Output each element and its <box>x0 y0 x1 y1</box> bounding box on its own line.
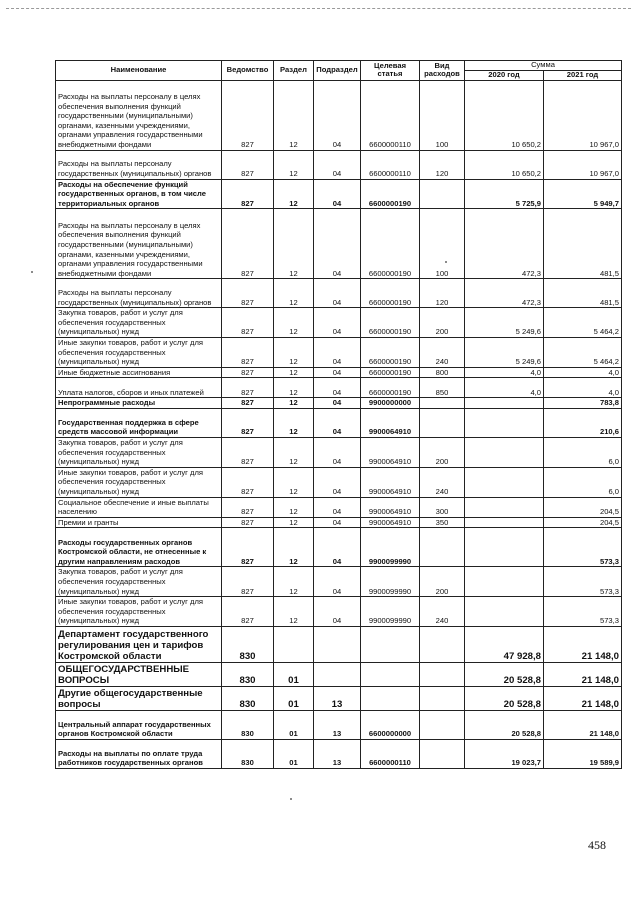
cell-razdel: 12 <box>274 597 314 627</box>
cell-vid-rashodov <box>420 686 465 710</box>
cell-sum-2021: 204,5 <box>544 497 622 517</box>
cell-name: Расходы на выплаты персоналу в целях обеспечения выполнения функций государственными (муниципальными) органами, казенными учреждениями, органами управления государственными внебюджетными фондами <box>56 209 222 279</box>
cell-celevaya-statya: 9900064910 <box>361 409 420 438</box>
cell-vid-rashodov <box>420 398 465 409</box>
cell-vid-rashodov: 350 <box>420 517 465 528</box>
cell-name: Иные закупки товаров, работ и услуг для обеспечения государственных (муниципальных) нужд <box>56 467 222 497</box>
cell-celevaya-statya: 9900099990 <box>361 567 420 597</box>
cell-podrazdel <box>314 662 361 686</box>
table-body <box>56 80 622 768</box>
cell-sum-2021: 573,3 <box>544 597 622 627</box>
cell-celevaya-statya <box>361 686 420 710</box>
cell-sum-2020: 472,3 <box>465 209 544 279</box>
cell-celevaya-statya <box>361 662 420 686</box>
cell-vedomstvo: 827 <box>222 438 274 468</box>
cell-name: Расходы на выплаты персоналу государственных (муниципальных) органов <box>56 150 222 179</box>
cell-sum-2021: 5 464,2 <box>544 308 622 338</box>
scan-speck <box>290 798 292 800</box>
cell-razdel: 12 <box>274 279 314 308</box>
cell-celevaya-statya <box>361 626 420 662</box>
table-row <box>56 739 622 768</box>
cell-vedomstvo: 827 <box>222 567 274 597</box>
cell-vedomstvo: 827 <box>222 209 274 279</box>
cell-vedomstvo: 827 <box>222 517 274 528</box>
cell-vedomstvo: 830 <box>222 662 274 686</box>
cell-celevaya-statya: 6600000190 <box>361 179 420 209</box>
cell-sum-2020: 20 528,8 <box>465 686 544 710</box>
header-vedomstvo: Ведомство <box>222 61 274 81</box>
cell-sum-2020: 5 249,6 <box>465 308 544 338</box>
cell-vid-rashodov <box>420 409 465 438</box>
table-row <box>56 626 622 662</box>
cell-sum-2020: 5 249,6 <box>465 338 544 368</box>
cell-name: Расходы на выплаты персоналу государственных (муниципальных) органов <box>56 279 222 308</box>
cell-name: Закупка товаров, работ и услуг для обеспечения государственных (муниципальных) нужд <box>56 438 222 468</box>
cell-vid-rashodov <box>420 179 465 209</box>
cell-name: Иные бюджетные ассигнования <box>56 367 222 378</box>
table-row <box>56 367 622 378</box>
table-row <box>56 378 622 398</box>
cell-vedomstvo: 827 <box>222 497 274 517</box>
cell-podrazdel: 04 <box>314 398 361 409</box>
cell-vedomstvo: 827 <box>222 409 274 438</box>
cell-sum-2020 <box>465 497 544 517</box>
cell-sum-2020: 472,3 <box>465 279 544 308</box>
cell-vedomstvo: 830 <box>222 739 274 768</box>
table-row <box>56 567 622 597</box>
cell-vedomstvo: 830 <box>222 710 274 739</box>
cell-podrazdel: 04 <box>314 338 361 368</box>
cell-sum-2020: 47 928,8 <box>465 626 544 662</box>
cell-sum-2020: 5 725,9 <box>465 179 544 209</box>
cell-name: Закупка товаров, работ и услуг для обеспечения государственных (муниципальных) нужд <box>56 567 222 597</box>
cell-name: Расходы на выплаты персоналу в целях обеспечения выполнения функций государственными (муниципальными) органами, казенными учреждениями, органами управления государственными внебюджетными фондами <box>56 80 222 150</box>
cell-razdel: 12 <box>274 567 314 597</box>
cell-sum-2020 <box>465 467 544 497</box>
cell-podrazdel: 04 <box>314 567 361 597</box>
cell-sum-2021: 10 967,0 <box>544 80 622 150</box>
table-row <box>56 80 622 150</box>
cell-sum-2020 <box>465 398 544 409</box>
header-year-2020: 2020 год <box>465 70 544 80</box>
cell-vedomstvo: 827 <box>222 308 274 338</box>
cell-podrazdel: 04 <box>314 409 361 438</box>
cell-sum-2021: 21 148,0 <box>544 626 622 662</box>
cell-sum-2021: 210,6 <box>544 409 622 438</box>
cell-vedomstvo: 827 <box>222 597 274 627</box>
cell-name: Премии и гранты <box>56 517 222 528</box>
page-number: 458 <box>588 838 606 852</box>
table-row <box>56 686 622 710</box>
cell-vedomstvo: 827 <box>222 338 274 368</box>
cell-name: Уплата налогов, сборов и иных платежей <box>56 378 222 398</box>
cell-vedomstvo: 827 <box>222 150 274 179</box>
cell-razdel: 01 <box>274 739 314 768</box>
cell-vid-rashodov <box>420 710 465 739</box>
cell-razdel: 12 <box>274 209 314 279</box>
cell-vid-rashodov: 240 <box>420 597 465 627</box>
table-row <box>56 597 622 627</box>
cell-vid-rashodov: 240 <box>420 338 465 368</box>
cell-name: Центральный аппарат государственных органов Костромской области <box>56 710 222 739</box>
cell-vid-rashodov: 300 <box>420 497 465 517</box>
cell-vedomstvo: 827 <box>222 467 274 497</box>
table-row <box>56 528 622 567</box>
cell-vid-rashodov: 100 <box>420 209 465 279</box>
cell-celevaya-statya: 6600000110 <box>361 739 420 768</box>
cell-name: Иные закупки товаров, работ и услуг для обеспечения государственных (муниципальных) нужд <box>56 338 222 368</box>
cell-podrazdel: 04 <box>314 467 361 497</box>
cell-vedomstvo: 830 <box>222 686 274 710</box>
cell-podrazdel: 04 <box>314 597 361 627</box>
cell-razdel: 12 <box>274 338 314 368</box>
cell-sum-2020: 4,0 <box>465 378 544 398</box>
header-name: Наименование <box>56 61 222 81</box>
cell-razdel: 12 <box>274 409 314 438</box>
cell-podrazdel: 04 <box>314 378 361 398</box>
cell-name: ОБЩЕГОСУДАРСТВЕННЫЕ ВОПРОСЫ <box>56 662 222 686</box>
cell-podrazdel: 04 <box>314 517 361 528</box>
cell-razdel: 12 <box>274 467 314 497</box>
cell-sum-2021: 21 148,0 <box>544 686 622 710</box>
cell-sum-2021: 783,8 <box>544 398 622 409</box>
cell-name: Расходы на обеспечение функций государственных органов, в том числе территориальных органов <box>56 179 222 209</box>
cell-celevaya-statya: 9900064910 <box>361 438 420 468</box>
cell-podrazdel: 13 <box>314 739 361 768</box>
cell-vid-rashodov: 120 <box>420 150 465 179</box>
cell-celevaya-statya: 9900064910 <box>361 467 420 497</box>
cell-podrazdel: 04 <box>314 497 361 517</box>
cell-celevaya-statya: 9900064910 <box>361 497 420 517</box>
table-row <box>56 467 622 497</box>
cell-vedomstvo: 827 <box>222 80 274 150</box>
cell-name: Социальное обеспечение и иные выплаты населению <box>56 497 222 517</box>
cell-podrazdel: 04 <box>314 308 361 338</box>
cell-vid-rashodov: 240 <box>420 467 465 497</box>
cell-podrazdel: 04 <box>314 209 361 279</box>
cell-vid-rashodov: 200 <box>420 308 465 338</box>
cell-vedomstvo: 830 <box>222 626 274 662</box>
table-row <box>56 409 622 438</box>
cell-celevaya-statya: 6600000190 <box>361 209 420 279</box>
cell-vid-rashodov <box>420 626 465 662</box>
cell-name: Государственная поддержка в сфере средств массовой информации <box>56 409 222 438</box>
cell-sum-2020: 10 650,2 <box>465 150 544 179</box>
cell-sum-2021: 4,0 <box>544 378 622 398</box>
cell-name: Расходы на выплаты по оплате труда работников государственных органов <box>56 739 222 768</box>
cell-vedomstvo: 827 <box>222 279 274 308</box>
cell-vid-rashodov: 200 <box>420 438 465 468</box>
cell-razdel <box>274 626 314 662</box>
cell-podrazdel: 04 <box>314 279 361 308</box>
cell-vedomstvo: 827 <box>222 378 274 398</box>
cell-sum-2021: 5 949,7 <box>544 179 622 209</box>
cell-sum-2020 <box>465 567 544 597</box>
cell-celevaya-statya: 6600000190 <box>361 367 420 378</box>
table-row <box>56 497 622 517</box>
table-row <box>56 517 622 528</box>
cell-razdel: 12 <box>274 528 314 567</box>
cell-sum-2020: 4,0 <box>465 367 544 378</box>
table-row <box>56 209 622 279</box>
table-row <box>56 279 622 308</box>
table-row <box>56 662 622 686</box>
cell-vedomstvo: 827 <box>222 367 274 378</box>
cell-razdel: 12 <box>274 398 314 409</box>
cell-podrazdel: 04 <box>314 367 361 378</box>
cell-razdel: 12 <box>274 517 314 528</box>
cell-vid-rashodov <box>420 662 465 686</box>
cell-sum-2021: 10 967,0 <box>544 150 622 179</box>
cell-sum-2021: 573,3 <box>544 567 622 597</box>
cell-name: Иные закупки товаров, работ и услуг для обеспечения государственных (муниципальных) нужд <box>56 597 222 627</box>
cell-podrazdel: 04 <box>314 528 361 567</box>
cell-sum-2020: 10 650,2 <box>465 80 544 150</box>
cell-vedomstvo: 827 <box>222 179 274 209</box>
scan-speck <box>445 261 447 263</box>
cell-sum-2020 <box>465 528 544 567</box>
cell-podrazdel: 13 <box>314 686 361 710</box>
header-celevaya-statya: Целевая статья <box>361 61 420 81</box>
cell-celevaya-statya: 6600000190 <box>361 279 420 308</box>
cell-sum-2020 <box>465 438 544 468</box>
cell-sum-2021: 21 148,0 <box>544 710 622 739</box>
cell-razdel: 01 <box>274 662 314 686</box>
cell-sum-2021: 19 589,9 <box>544 739 622 768</box>
scan-speck <box>31 271 33 273</box>
cell-razdel: 01 <box>274 686 314 710</box>
cell-name: Другие общегосударственные вопросы <box>56 686 222 710</box>
cell-razdel: 12 <box>274 308 314 338</box>
header-razdel: Раздел <box>274 61 314 81</box>
cell-razdel: 12 <box>274 179 314 209</box>
cell-sum-2020 <box>465 597 544 627</box>
cell-celevaya-statya: 6600000110 <box>361 80 420 150</box>
table-row <box>56 179 622 209</box>
cell-name: Расходы государственных органов Костромской области, не отнесенные к другим направлениям расходов <box>56 528 222 567</box>
table-row <box>56 710 622 739</box>
cell-celevaya-statya: 9900000000 <box>361 398 420 409</box>
cell-podrazdel: 04 <box>314 179 361 209</box>
cell-sum-2020: 20 528,8 <box>465 710 544 739</box>
cell-razdel: 12 <box>274 150 314 179</box>
cell-name: Закупка товаров, работ и услуг для обеспечения государственных (муниципальных) нужд <box>56 308 222 338</box>
table-row <box>56 150 622 179</box>
cell-razdel: 12 <box>274 438 314 468</box>
table-row <box>56 398 622 409</box>
cell-sum-2020 <box>465 517 544 528</box>
header-year-2021: 2021 год <box>544 70 622 80</box>
cell-vid-rashodov: 800 <box>420 367 465 378</box>
cell-sum-2021: 5 464,2 <box>544 338 622 368</box>
cell-razdel: 12 <box>274 367 314 378</box>
cell-sum-2021: 21 148,0 <box>544 662 622 686</box>
cell-sum-2020: 19 023,7 <box>465 739 544 768</box>
cell-celevaya-statya: 9900099990 <box>361 528 420 567</box>
cell-podrazdel: 04 <box>314 438 361 468</box>
table-row <box>56 438 622 468</box>
cell-celevaya-statya: 6600000190 <box>361 308 420 338</box>
header-vid-rashodov: Вид расходов <box>420 61 465 81</box>
cell-razdel: 12 <box>274 80 314 150</box>
cell-vedomstvo: 827 <box>222 398 274 409</box>
cell-razdel: 12 <box>274 378 314 398</box>
cell-vedomstvo: 827 <box>222 528 274 567</box>
cell-podrazdel: 13 <box>314 710 361 739</box>
table-row <box>56 338 622 368</box>
cell-vid-rashodov <box>420 528 465 567</box>
header-podrazdel: Подраздел <box>314 61 361 81</box>
cell-podrazdel: 04 <box>314 80 361 150</box>
cell-vid-rashodov: 200 <box>420 567 465 597</box>
cell-podrazdel <box>314 626 361 662</box>
cell-celevaya-statya: 9900064910 <box>361 517 420 528</box>
budget-table <box>55 60 622 769</box>
cell-vid-rashodov: 100 <box>420 80 465 150</box>
table-row <box>56 308 622 338</box>
header-summa: Сумма <box>465 61 622 71</box>
cell-sum-2021: 4,0 <box>544 367 622 378</box>
cell-vid-rashodov: 850 <box>420 378 465 398</box>
top-dashed-rule <box>6 8 631 9</box>
cell-celevaya-statya: 6600000110 <box>361 150 420 179</box>
cell-podrazdel: 04 <box>314 150 361 179</box>
cell-sum-2021: 573,3 <box>544 528 622 567</box>
table-header <box>56 61 622 81</box>
cell-celevaya-statya: 6600000190 <box>361 378 420 398</box>
cell-sum-2021: 204,5 <box>544 517 622 528</box>
cell-celevaya-statya: 6600000000 <box>361 710 420 739</box>
cell-razdel: 12 <box>274 497 314 517</box>
cell-celevaya-statya: 6600000190 <box>361 338 420 368</box>
cell-name: Непрограммные расходы <box>56 398 222 409</box>
cell-razdel: 01 <box>274 710 314 739</box>
cell-sum-2021: 6,0 <box>544 467 622 497</box>
cell-name: Департамент государственного регулирования цен и тарифов Костромской области <box>56 626 222 662</box>
cell-sum-2020: 20 528,8 <box>465 662 544 686</box>
cell-sum-2021: 481,5 <box>544 209 622 279</box>
cell-celevaya-statya: 9900099990 <box>361 597 420 627</box>
cell-sum-2021: 6,0 <box>544 438 622 468</box>
cell-sum-2021: 481,5 <box>544 279 622 308</box>
cell-vid-rashodov: 120 <box>420 279 465 308</box>
cell-vid-rashodov <box>420 739 465 768</box>
cell-sum-2020 <box>465 409 544 438</box>
